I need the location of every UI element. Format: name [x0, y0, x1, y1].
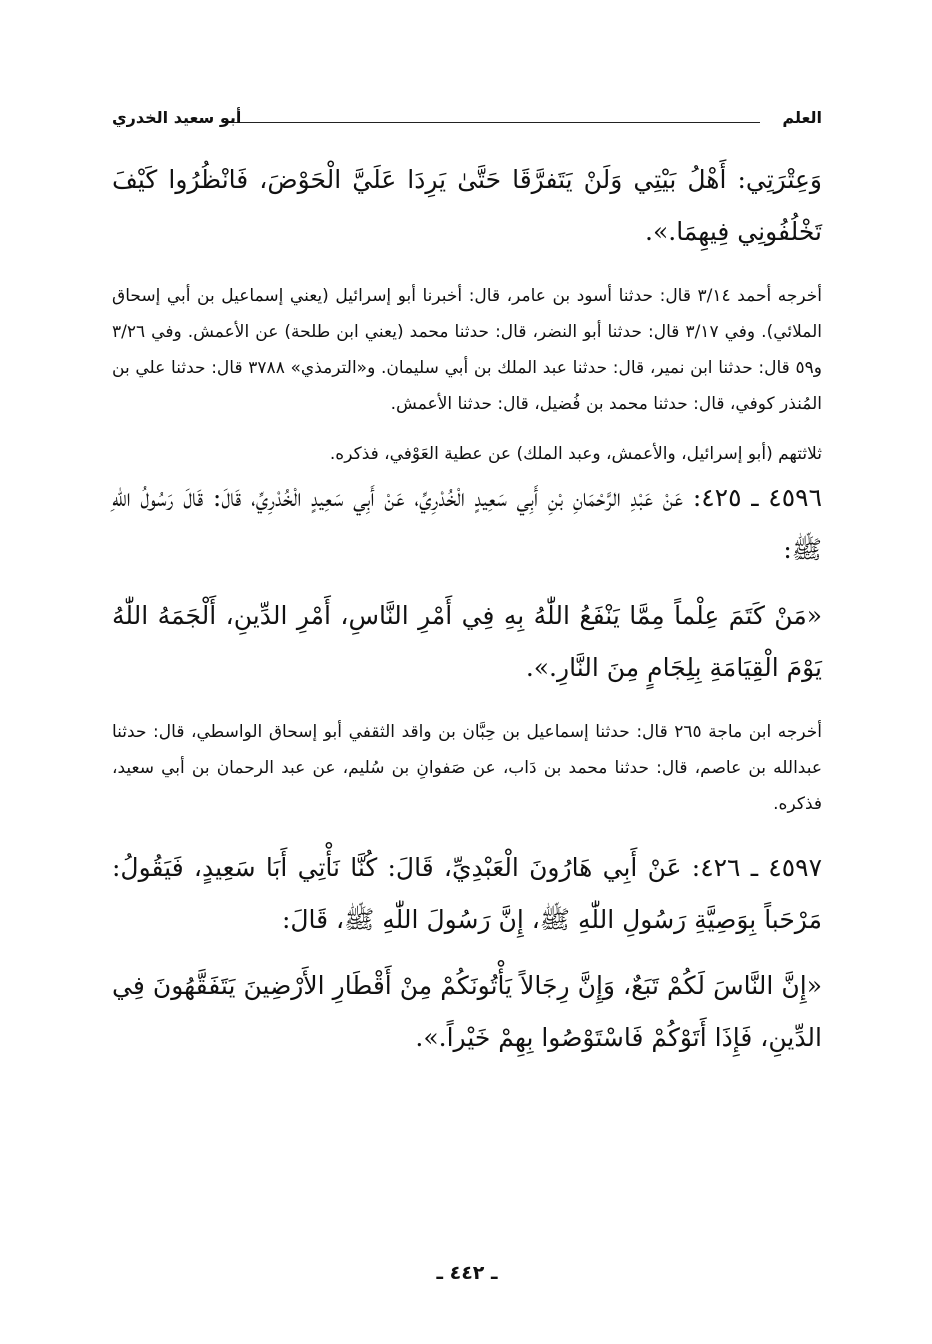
hadith-continuation: وَعِتْرَتِي: أَهْلُ بَيْتِي وَلَنْ يَتَفرَّقَا حَتَّىٰ يَرِدَا عَلَيَّ الْحَوْضَ، فَانْظُرُوا كَيْفَ تَخْلُفُونِي فِيهِمَا.». — [112, 165, 822, 246]
hadith-4597-matn: «إِنَّ النَّاسَ لَكُمْ تَبَعٌ، وَإِنَّ رِجَالاً يَأْتُونَكُمْ مِنْ أَقْطَارِ الأَرْضِينَ يَتَفَقَّهُونَ فِي الدِّينِ، فَإِذَا أَتَوْكُمْ فَاسْتَوْصُوا بِهِمْ خَيْراً.». — [112, 971, 822, 1052]
hadith-4596-matn: «مَنْ كَتَمَ عِلْماً مِمَّا يَنْفَعُ اللّٰهُ بِهِ فِي أَمْرِ النَّاسِ، أَمْرِ الدِّينِ، أَلْجَمَهُ اللّٰهُ يَوْمَ الْقِيَامَةِ بِلِجَامٍ مِنَ النَّارِ.». — [112, 601, 822, 682]
book-page — [112, 100, 822, 1300]
narrator-title: أبو سعيد الخدري — [112, 108, 242, 127]
takhrij-paragraph-2: أخرجه ابن ماجة ٢٦٥ قال: حدثنا إسماعيل بن حِبَّان بن واقد الثقفي أبو إسحاق الواسطي، قال: حدثنا عبدالله بن عاصم، قال: حدثنا محمد بن دَاب، عن صَفوانِ بن سُليم، عن عبد الرحمان بن أبي سعيد، فذكره. — [112, 722, 822, 814]
takhrij-paragraph: أخرجه أحمد ٣/١٤ قال: حدثنا أسود بن عامر، قال: أخبرنا أبو إسرائيل (يعني إسماعيل بن أبي إسحاق الملائي). وفي ٣/١٧ قال: حدثنا أبو النضر، قال: حدثنا محمد (يعني ابن طلحة) عن الأعمش. وفي ٣/٢٦ و٥٩ قال: حدثنا ابن نمير، قال: حدثنا عبد الملك بن أبي سليمان. و«الترمذي» ٣٧٨٨ قال: حدثنا علي بن المُنذر كوفي، قال: حدثنا محمد بن فُضيل، قال: حدثنا الأعمش. — [112, 286, 822, 414]
hadith-4597-intro: ٤٥٩٧ ـ ٤٢٦: عَنْ أَبِي هَارُونَ الْعَبْدِيِّ، قَالَ: كُنَّا نَأْتِي أَبَا سَعِيدٍ، فَيَقُولُ: مَرْحَباً بِوَصِيَّةِ رَسُولِ اللّٰهِ ﷺ، إِنَّ رَسُولَ اللّٰهِ ﷺ، قَالَ: — [112, 853, 822, 934]
section-title: العلم — [782, 108, 822, 127]
hadith-4596-intro: ٤٥٩٦ ـ ٤٢٥: عَنْ عَبْدِ الرَّحْمَانِ بْنِ أَبِي سَعِيدٍ الْخُدْرِيِّ، عَنْ أَبِي سَعِيدٍ الْخُدْرِيِّ، قَالَ: قَالَ رَسُولُ اللّٰهِ ﷺ: — [112, 483, 822, 564]
running-header — [112, 100, 822, 140]
takhrij-note: ثلاثتهم (أبو إسرائيل، والأعمش، وعبد الملك) عن عطية العَوْفي، فذكره. — [329, 444, 822, 464]
header-rule — [230, 122, 760, 123]
page-number: ـ ٤٤٢ ـ — [436, 1262, 498, 1284]
